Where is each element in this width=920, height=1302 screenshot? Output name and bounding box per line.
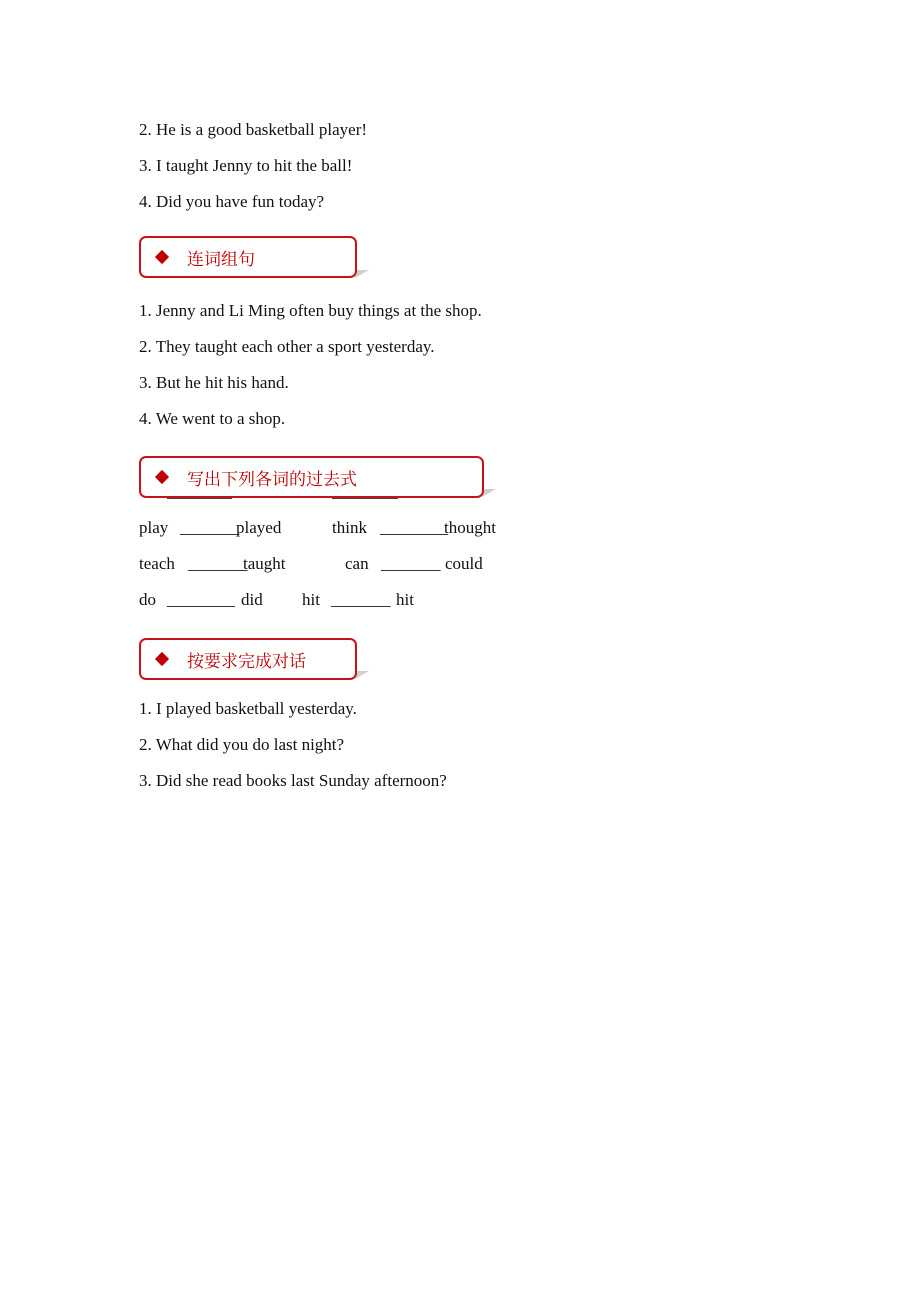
- word: play: [139, 518, 169, 537]
- section-header-past-tense: [139, 456, 484, 498]
- answer-line: 1. I played basketball yesterday.: [139, 699, 357, 718]
- diamond-bullet-icon: [155, 652, 169, 666]
- answer-line: 2. He is a good basketball player!: [139, 120, 368, 139]
- answer-line: 3. I taught Jenny to hit the ball!: [139, 156, 353, 175]
- section-title: 写出下列各词的过去式: [187, 469, 357, 490]
- answer-line: 4. Did you have fun today?: [139, 192, 325, 211]
- blank: ________: [167, 590, 235, 609]
- blank: _______: [180, 518, 240, 537]
- word: think: [332, 518, 367, 537]
- section-header-dialogue: [139, 638, 357, 680]
- answer: could: [445, 554, 483, 573]
- diamond-bullet-icon: [155, 470, 169, 484]
- diamond-bullet-icon: [155, 250, 169, 264]
- answer: did: [241, 590, 263, 609]
- answer: played: [236, 518, 282, 537]
- blank: _______: [188, 554, 248, 573]
- section-header-word-order: [139, 236, 357, 278]
- answer-line: 1. Jenny and Li Ming often buy things at the shop.: [139, 301, 482, 320]
- answer-line: 2. What did you do last night?: [139, 735, 345, 754]
- answer-line: 4. We went to a shop.: [139, 409, 286, 428]
- answer: hit: [396, 590, 414, 609]
- header-shadow: [355, 671, 369, 679]
- answer: taught: [243, 554, 286, 573]
- word: hit: [302, 590, 320, 609]
- answer-line: 3. But he hit his hand.: [139, 373, 289, 392]
- blank: ________: [380, 518, 448, 537]
- answer-line: 3. Did she read books last Sunday afternoon?: [139, 771, 447, 790]
- section-title: 连词组句: [187, 249, 255, 270]
- blank: _______: [331, 590, 391, 609]
- blank: _______: [381, 554, 441, 573]
- section-title: 按要求完成对话: [187, 651, 306, 672]
- header-shadow: [482, 489, 496, 497]
- answer: thought: [444, 518, 496, 537]
- word: teach: [139, 554, 175, 573]
- word: do: [139, 590, 156, 609]
- answer-line: 2. They taught each other a sport yesterday.: [139, 337, 435, 356]
- word: can: [345, 554, 369, 573]
- header-shadow: [355, 270, 369, 278]
